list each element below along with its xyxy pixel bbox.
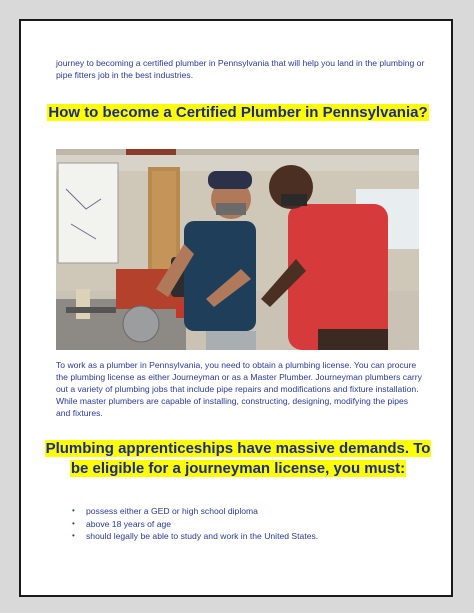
heading-container	[41, 103, 435, 123]
bullet-icon: •	[72, 518, 75, 528]
license-paragraph: To work as a plumber in Pennsylvania, you need to obtain a plumbing license. You can procure the plumbing license as either Journeyman or as a Master Plumber. Journeyman plumbers carry out a variety of plumbing jobs that include pipe repairs and modifications and fixture installation. While master plumbers are capable of installing, constructing, designing, modifying the pipes and fixtures.	[56, 360, 422, 418]
list-item	[56, 505, 426, 518]
list-item-text: possess either a GED or high school diploma	[86, 506, 258, 516]
list-item-text: should legally be able to study and work in the United States.	[86, 531, 319, 541]
document-page	[19, 19, 453, 597]
bullet-icon: •	[72, 531, 75, 540]
list-item	[56, 530, 426, 543]
list-item	[56, 518, 426, 531]
bullet-icon: •	[72, 506, 75, 515]
list-item-text: above 18 years of age	[86, 518, 172, 529]
intro-paragraph: journey to becoming a certified plumber in Pennsylvania that will help you land in the plumbing or pipe fitters job in the best industries.	[56, 58, 425, 80]
requirements-list	[56, 505, 426, 543]
photo-illustration	[56, 149, 419, 350]
heading-container-apprenticeship	[41, 439, 435, 479]
workshop-photo	[56, 149, 419, 350]
section-heading-certified-plumber: How to become a Certified Plumber in Pennsylvania?	[48, 104, 428, 121]
section-heading-apprenticeships: Plumbing apprenticeships have massive demands. To be eligible for a journeyman license, you must:	[45, 440, 431, 477]
